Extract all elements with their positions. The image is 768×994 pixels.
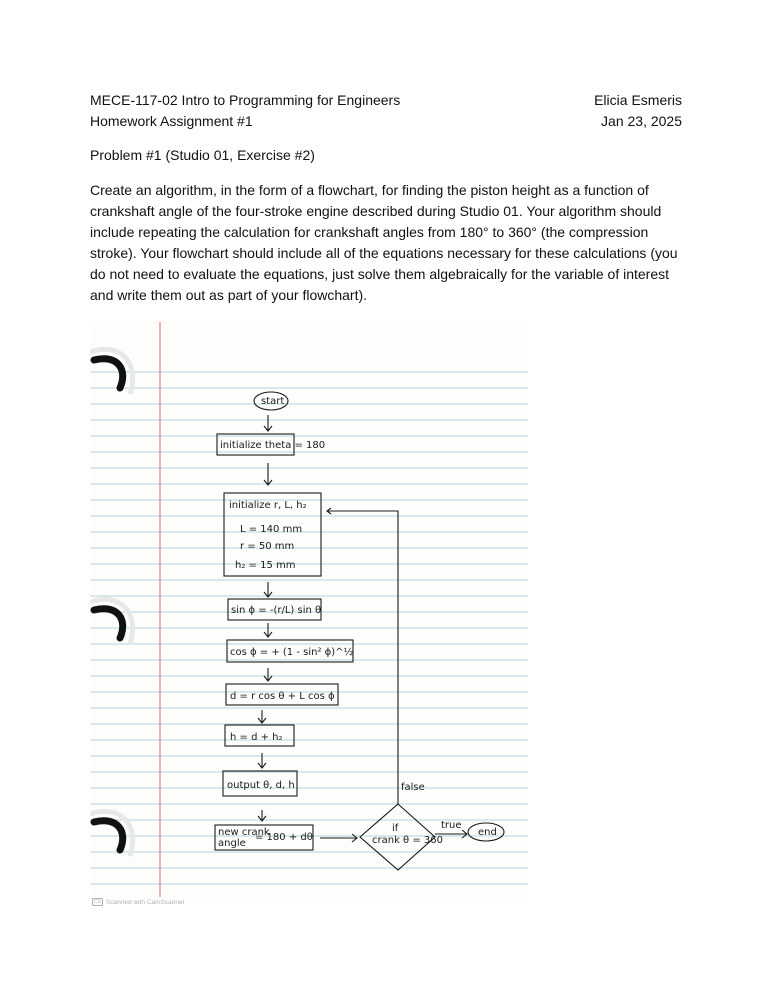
sin-phi-label: sin ϕ = -(r/L) sin θ [231,605,322,616]
true-label: true [441,820,462,831]
assignment-date: Jan 23, 2025 [601,113,682,129]
flowchart-shapes [215,392,504,870]
new-angle-label-1: new crank [218,827,270,838]
output-label: output θ, d, h [227,780,295,791]
decision-label-2: crank θ = 360 [372,835,443,846]
header-right [594,90,682,132]
arrow-3 [264,582,272,597]
L-value-label: L = 140 mm [240,524,303,535]
d-eq-label: d = r cos θ + L cos ϕ [230,691,335,702]
arrow-6 [258,710,266,723]
r-value-label: r = 50 mm [240,541,295,552]
decision-label-1: if [392,823,399,834]
init-theta-label: initialize theta = 180 [220,440,326,451]
watermark-text: Scanned with CamScanner [106,898,185,906]
problem-title: Problem #1 (Studio 01, Exercise #2) [90,147,315,163]
arrow-8 [258,810,266,821]
course-title: MECE-117-02 Intro to Programming for Engineers [90,92,401,108]
cos-phi-label: cos ϕ = + (1 - sin² ϕ)^½ [230,647,354,658]
h-value-label: h₂ = 15 mm [235,560,296,571]
author-name: Elicia Esmeris [594,92,682,108]
arrow-7 [258,753,266,768]
camscanner-watermark [92,898,185,906]
new-angle-equation: = 180 + dθ [255,832,313,843]
arrow-2 [264,463,272,485]
init-vars-label: initialize r, L, h₂ [229,500,307,511]
assignment-title: Homework Assignment #1 [90,113,253,129]
arrow-1 [264,415,272,431]
end-label: end [478,827,497,838]
flowchart-text [218,396,497,849]
h-eq-label: h = d + h₂ [230,732,283,743]
false-label: false [401,782,425,793]
arrow-4 [264,623,272,637]
header-left [90,90,400,132]
flowchart-scan [90,322,528,897]
flowchart-diagram [90,322,528,897]
arrow-5 [264,668,272,681]
start-label: start [261,396,285,407]
problem-description: Create an algorithm, in the form of a flowchart, for finding the piston height as a function of crankshaft angle of the four-stroke engine described during Studio 01. Your algorithm should include repeating the calculation for crankshaft angles from 180° to 360° (the compression stroke). Your flowchart should include all of the equations necessary for these calculations (you do not need to evaluate the equations, just solve them algebraically for the variable of interest and write them out as part of your flowchart). [90,182,678,303]
arrow-9 [320,834,357,842]
camscanner-icon: CS [92,898,103,906]
new-angle-label-2: angle [218,838,246,849]
